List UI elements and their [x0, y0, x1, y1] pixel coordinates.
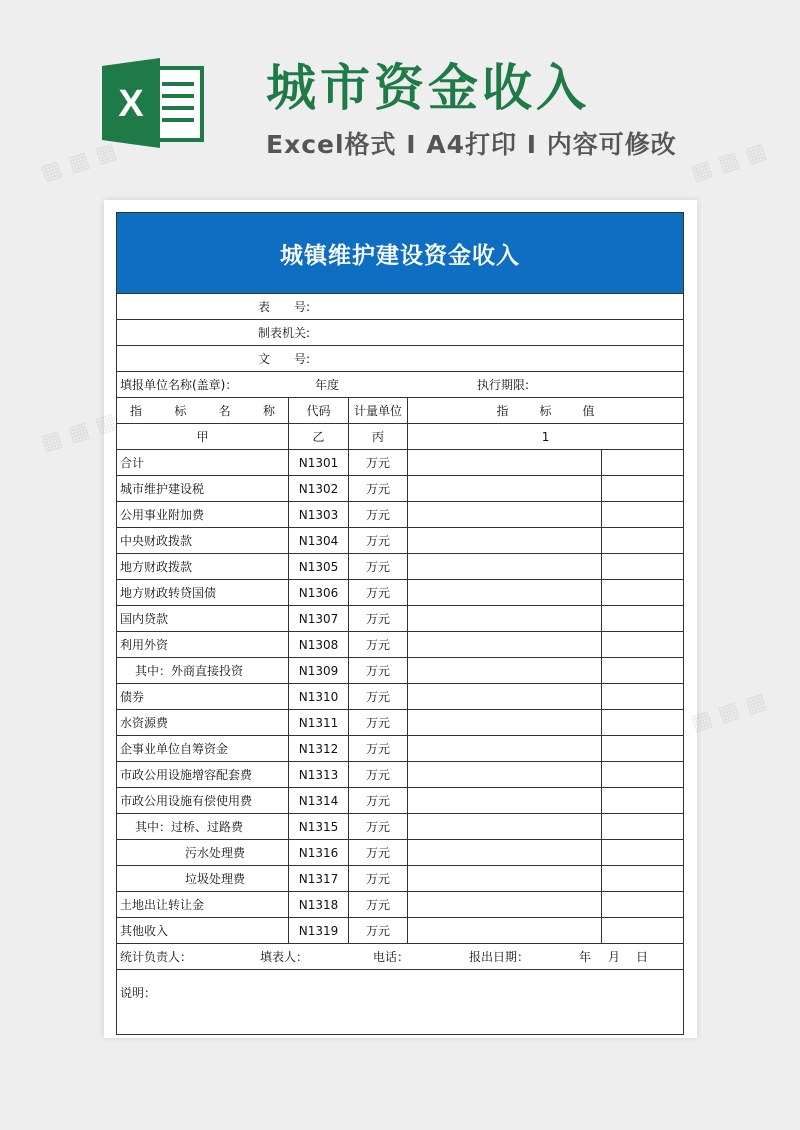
row-unit: 万元	[349, 476, 408, 502]
year-unit: 年	[579, 950, 592, 964]
stat-lead-label: 统计负责人：	[120, 950, 193, 964]
form-title: 城镇维护建设资金收入	[117, 213, 684, 294]
row-value-cell[interactable]	[408, 866, 602, 892]
row-unit: 万元	[349, 606, 408, 632]
table-row	[117, 814, 684, 840]
row-extra-cell[interactable]	[602, 606, 684, 632]
table-row	[117, 502, 684, 528]
period-label: 执行期限:	[477, 378, 530, 392]
row-value-cell[interactable]	[408, 502, 602, 528]
row-extra-cell[interactable]	[602, 632, 684, 658]
row-extra-cell[interactable]	[602, 554, 684, 580]
row-unit: 万元	[349, 658, 408, 684]
table-no-label: 表 号:	[257, 300, 310, 314]
row-code: N1308	[289, 632, 349, 658]
excel-logo-icon	[100, 58, 208, 148]
row-extra-cell[interactable]	[602, 476, 684, 502]
col-index-code: 乙	[289, 424, 349, 450]
doc-no-label: 文 号:	[257, 352, 310, 366]
row-unit: 万元	[349, 450, 408, 476]
row-unit: 万元	[349, 580, 408, 606]
filler-label: 填表人：	[260, 950, 309, 964]
row-unit: 万元	[349, 528, 408, 554]
row-value-cell[interactable]	[408, 554, 602, 580]
row-extra-cell[interactable]	[602, 892, 684, 918]
row-extra-cell[interactable]	[602, 502, 684, 528]
row-extra-cell[interactable]	[602, 762, 684, 788]
col-header-unit: 计量单位	[349, 398, 408, 424]
col-header-value: 指 标 值	[408, 398, 684, 424]
row-name: 土地出让转让金	[117, 892, 289, 918]
watermark-mark: ▦ ▦ ▦	[688, 688, 770, 737]
page-title: 城市资金收入	[266, 59, 590, 117]
row-name: 中央财政拨款	[117, 528, 289, 554]
col-index-name: 甲	[117, 424, 289, 450]
logo-letter: X	[118, 83, 144, 125]
row-unit: 万元	[349, 892, 408, 918]
col-header-name: 指 标 名 称	[117, 398, 289, 424]
phone-label: 电话：	[373, 950, 410, 964]
row-code: N1306	[289, 580, 349, 606]
table-row	[117, 606, 684, 632]
row-name: 债券	[117, 684, 289, 710]
row-unit: 万元	[349, 632, 408, 658]
row-value-cell[interactable]	[408, 918, 602, 944]
row-name: 地方财政转贷国债	[117, 580, 289, 606]
row-unit: 万元	[349, 762, 408, 788]
row-code: N1302	[289, 476, 349, 502]
table-row	[117, 762, 684, 788]
row-name: 污水处理费	[117, 840, 289, 866]
page-subtitle: Excel格式 I A4打印 I 内容可修改	[266, 130, 677, 159]
watermark-mark: ▦ ▦ ▦	[38, 138, 120, 187]
row-name: 合计	[117, 450, 289, 476]
row-value-cell[interactable]	[408, 736, 602, 762]
row-extra-cell[interactable]	[602, 450, 684, 476]
row-unit: 万元	[349, 814, 408, 840]
row-extra-cell[interactable]	[602, 788, 684, 814]
table-row	[117, 632, 684, 658]
day-unit: 日	[636, 950, 649, 964]
row-code: N1301	[289, 450, 349, 476]
month-unit: 月	[608, 950, 621, 964]
table-row	[117, 580, 684, 606]
row-name: 水资源费	[117, 710, 289, 736]
row-extra-cell[interactable]	[602, 918, 684, 944]
row-value-cell[interactable]	[408, 476, 602, 502]
row-code: N1313	[289, 762, 349, 788]
row-unit: 万元	[349, 684, 408, 710]
row-unit: 万元	[349, 788, 408, 814]
issuer-label: 制表机关:	[257, 326, 310, 340]
row-value-cell[interactable]	[408, 632, 602, 658]
row-code: N1315	[289, 814, 349, 840]
watermark-mark: ▦ ▦ ▦	[38, 408, 120, 457]
row-name: 企事业单位自筹资金	[117, 736, 289, 762]
row-extra-cell[interactable]	[602, 866, 684, 892]
row-code: N1304	[289, 528, 349, 554]
row-extra-cell[interactable]	[602, 658, 684, 684]
row-name: 市政公用设施有偿使用费	[117, 788, 289, 814]
note-label: 说明：	[120, 986, 157, 1000]
row-unit: 万元	[349, 918, 408, 944]
row-unit: 万元	[349, 554, 408, 580]
row-code: N1314	[289, 788, 349, 814]
table-row	[117, 866, 684, 892]
row-name: 国内贷款	[117, 606, 289, 632]
row-unit: 万元	[349, 710, 408, 736]
table-row	[117, 476, 684, 502]
row-code: N1307	[289, 606, 349, 632]
table-row	[117, 840, 684, 866]
row-value-cell[interactable]	[408, 528, 602, 554]
row-value-cell[interactable]	[408, 788, 602, 814]
row-unit: 万元	[349, 502, 408, 528]
table-row	[117, 450, 684, 476]
row-value-cell[interactable]	[408, 684, 602, 710]
table-row	[117, 554, 684, 580]
row-name: 其中：过桥、过路费	[117, 814, 289, 840]
table-row	[117, 658, 684, 684]
table-row	[117, 892, 684, 918]
table-row	[117, 684, 684, 710]
row-value-cell[interactable]	[408, 450, 602, 476]
row-name: 利用外资	[117, 632, 289, 658]
row-extra-cell[interactable]	[602, 840, 684, 866]
row-value-cell[interactable]	[408, 658, 602, 684]
footer-signatures	[117, 944, 684, 970]
row-value-cell[interactable]	[408, 814, 602, 840]
row-code: N1305	[289, 554, 349, 580]
row-name: 垃圾处理费	[117, 866, 289, 892]
row-name: 其中：外商直接投资	[117, 658, 289, 684]
row-value-cell[interactable]	[408, 892, 602, 918]
row-extra-cell[interactable]	[602, 684, 684, 710]
report-table	[116, 212, 684, 1035]
reporter-label: 填报单位名称(盖章)：	[120, 378, 238, 392]
report-date-label: 报出日期：	[469, 950, 530, 964]
row-extra-cell[interactable]	[602, 710, 684, 736]
row-code: N1318	[289, 892, 349, 918]
row-code: N1316	[289, 840, 349, 866]
row-code: N1310	[289, 684, 349, 710]
year-label: 年度	[315, 378, 340, 392]
row-unit: 万元	[349, 866, 408, 892]
row-name: 市政公用设施增容配套费	[117, 762, 289, 788]
row-code: N1317	[289, 866, 349, 892]
table-row	[117, 788, 684, 814]
row-code: N1309	[289, 658, 349, 684]
row-name: 地方财政拨款	[117, 554, 289, 580]
col-index-value: 1	[408, 424, 684, 450]
row-extra-cell[interactable]	[602, 580, 684, 606]
row-value-cell[interactable]	[408, 762, 602, 788]
row-unit: 万元	[349, 736, 408, 762]
col-header-code: 代码	[289, 398, 349, 424]
row-value-cell[interactable]	[408, 580, 602, 606]
table-row	[117, 528, 684, 554]
row-name: 公用事业附加费	[117, 502, 289, 528]
table-row	[117, 736, 684, 762]
watermark-mark: ▦ ▦ ▦	[688, 138, 770, 187]
row-value-cell[interactable]	[408, 840, 602, 866]
row-code: N1303	[289, 502, 349, 528]
row-unit: 万元	[349, 840, 408, 866]
row-value-cell[interactable]	[408, 606, 602, 632]
row-value-cell[interactable]	[408, 710, 602, 736]
col-index-unit: 丙	[349, 424, 408, 450]
table-row	[117, 918, 684, 944]
row-code: N1311	[289, 710, 349, 736]
row-extra-cell[interactable]	[602, 528, 684, 554]
row-code: N1319	[289, 918, 349, 944]
row-name: 城市维护建设税	[117, 476, 289, 502]
row-name: 其他收入	[117, 918, 289, 944]
row-extra-cell[interactable]	[602, 736, 684, 762]
table-row	[117, 710, 684, 736]
row-extra-cell[interactable]	[602, 814, 684, 840]
row-code: N1312	[289, 736, 349, 762]
